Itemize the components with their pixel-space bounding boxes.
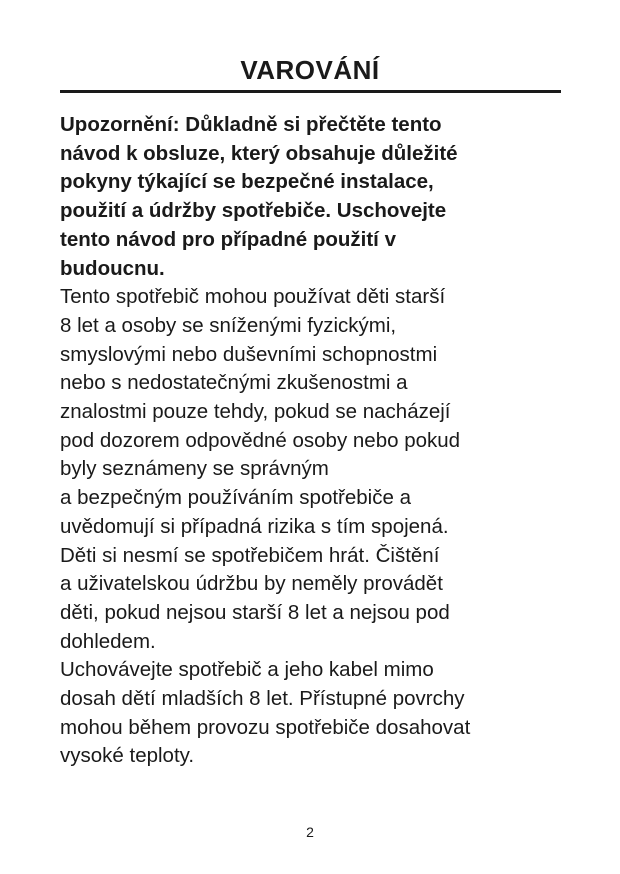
body-line: pod dozorem odpovědné osoby nebo pokud <box>60 428 461 452</box>
warning-line: pokyny týkající se bezpečné instalace, <box>60 170 434 194</box>
page-number: 2 <box>306 824 314 840</box>
safety-paragraph <box>60 283 565 771</box>
warning-line: použití a údržby spotřebiče. Uschovejte <box>60 199 447 223</box>
body-line: mohou během provozu spotřebiče dosahovat <box>60 715 471 739</box>
title-underline <box>60 90 561 93</box>
body-line: 8 let a osoby se sníženými fyzickými, <box>60 313 397 337</box>
warning-paragraph <box>60 111 565 283</box>
page-title: VAROVÁNÍ <box>240 55 380 85</box>
body-line: Uchovávejte spotřebič a jeho kabel mimo <box>60 658 434 682</box>
body-line: dohledem. <box>60 629 156 653</box>
body-line: a bezpečným používáním spotřebiče a <box>60 486 411 510</box>
page-content <box>60 111 565 771</box>
body-line: dosah dětí mladších 8 let. Přístupné povrchy <box>60 687 465 711</box>
body-line: Děti si nesmí se spotřebičem hrát. Čištění <box>60 543 440 567</box>
warning-line: tento návod pro případné použití v <box>60 227 396 251</box>
body-line: smyslovými nebo duševními schopnostmi <box>60 342 438 366</box>
body-line: uvědomují si případná rizika s tím spojená. <box>60 514 449 538</box>
body-line: děti, pokud nejsou starší 8 let a nejsou pod <box>60 600 450 624</box>
body-line: Tento spotřebič mohou používat děti starší <box>60 285 446 309</box>
body-line: nebo s nedostatečnými zkušenostmi a <box>60 371 408 395</box>
body-line: znalostmi pouze tehdy, pokud se nacházejí <box>60 400 451 424</box>
body-line: byly seznámeny se správným <box>60 457 329 481</box>
warning-line: budoucnu. <box>60 256 165 280</box>
warning-line: návod k obsluze, který obsahuje důležité <box>60 141 458 165</box>
body-line: vysoké teploty. <box>60 744 195 768</box>
warning-line: Upozornění: Důkladně si přečtěte tento <box>60 113 442 136</box>
body-line: a uživatelskou údržbu by neměly provádět <box>60 572 443 596</box>
